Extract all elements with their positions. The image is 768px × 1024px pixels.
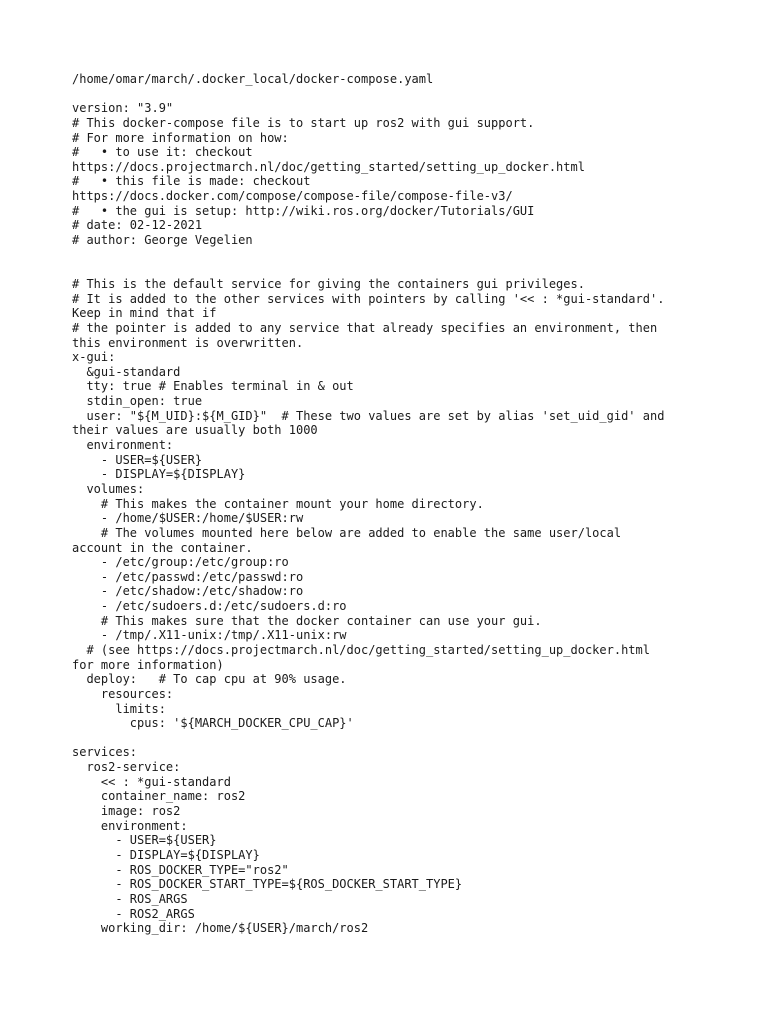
code-line: /home/omar/march/.docker_local/docker-compose.yaml <box>72 72 434 86</box>
code-line: - /etc/shadow:/etc/shadow:ro <box>72 584 304 599</box>
code-line: - /home/$USER:/home/$USER:rw <box>72 511 304 526</box>
code-line: - DISPLAY=${DISPLAY} <box>72 847 260 862</box>
code-line: # • this file is made: checkout <box>72 174 311 189</box>
code-line: # This makes the container mount your home directory. <box>72 496 484 511</box>
code-line: << : *gui-standard <box>72 774 231 789</box>
code-line <box>72 87 696 102</box>
code-line: # • the gui is setup: http://wiki.ros.org/docker/Tutorials/GUI <box>72 203 535 218</box>
code-line: - /tmp/.X11-unix:/tmp/.X11-unix:rw <box>72 628 347 643</box>
code-line: https://docs.docker.com/compose/compose-file/compose-file-v3/ <box>72 189 513 204</box>
code-line: ros2-service: <box>72 760 181 775</box>
code-line: # This is the default service for giving the containers gui privileges. <box>72 276 585 291</box>
code-line: - /etc/group:/etc/group:ro <box>72 555 289 570</box>
code-line: stdin_open: true <box>72 394 203 409</box>
code-line: deploy: # To cap cpu at 90% usage. <box>72 672 347 687</box>
code-line: - ROS_ARGS <box>72 891 188 906</box>
code-line: services: <box>72 745 138 760</box>
code-line: - DISPLAY=${DISPLAY} <box>72 467 246 482</box>
code-line <box>72 248 696 263</box>
code-line: environment: <box>72 438 174 453</box>
code-line: image: ros2 <box>72 804 181 819</box>
code-line: - USER=${USER} <box>72 833 217 848</box>
code-line: Keep in mind that if <box>72 306 217 321</box>
code-line: # date: 02-12-2021 <box>72 218 203 233</box>
code-line <box>72 262 696 277</box>
code-line: user: "${M_UID}:${M_GID}" # These two values are set by alias 'set_uid_gid' and <box>72 408 665 423</box>
code-line: &gui-standard <box>72 364 181 379</box>
code-line: # The volumes mounted here below are added to enable the same user/local <box>72 525 622 540</box>
code-line: # (see https://docs.projectmarch.nl/doc/getting_started/setting_up_docker.html <box>72 642 650 657</box>
code-line: - ROS_DOCKER_TYPE="ros2" <box>72 862 289 877</box>
code-line: limits: <box>72 701 166 716</box>
code-line <box>72 731 696 746</box>
code-line: x-gui: <box>72 350 116 365</box>
code-line: tty: true # Enables terminal in & out <box>72 379 354 394</box>
code-line: environment: <box>72 818 188 833</box>
code-line: - ROS_DOCKER_START_TYPE=${ROS_DOCKER_START_TYPE} <box>72 877 463 892</box>
code-line: - ROS2_ARGS <box>72 906 195 921</box>
code-line: resources: <box>72 686 174 701</box>
code-line: working_dir: /home/${USER}/march/ros2 <box>72 921 369 936</box>
code-line: volumes: <box>72 481 145 496</box>
code-line: # the pointer is added to any service that already specifies an environment, then <box>72 320 658 335</box>
code-line: for more information) <box>72 657 224 672</box>
code-line: cpus: '${MARCH_DOCKER_CPU_CAP}' <box>72 716 354 731</box>
code-line: this environment is overwritten. <box>72 335 304 350</box>
code-line: # • to use it: checkout <box>72 145 253 160</box>
code-line: https://docs.projectmarch.nl/doc/getting_started/setting_up_docker.html <box>72 159 585 174</box>
code-line: - /etc/sudoers.d:/etc/sudoers.d:ro <box>72 599 347 614</box>
code-line: account in the container. <box>72 540 253 555</box>
code-listing <box>72 72 696 936</box>
code-line: container_name: ros2 <box>72 789 246 804</box>
code-line: # This makes sure that the docker container can use your gui. <box>72 613 542 628</box>
code-line: version: "3.9" <box>72 101 174 116</box>
code-line: # It is added to the other services with pointers by calling '<< : *gui-standard'. <box>72 291 665 306</box>
code-line: # This docker-compose file is to start up ros2 with gui support. <box>72 115 535 130</box>
code-line: - /etc/passwd:/etc/passwd:ro <box>72 569 304 584</box>
code-line: # For more information on how: <box>72 130 289 145</box>
code-line: their values are usually both 1000 <box>72 423 318 438</box>
code-line: # author: George Vegelien <box>72 233 253 248</box>
code-line: - USER=${USER} <box>72 452 203 467</box>
